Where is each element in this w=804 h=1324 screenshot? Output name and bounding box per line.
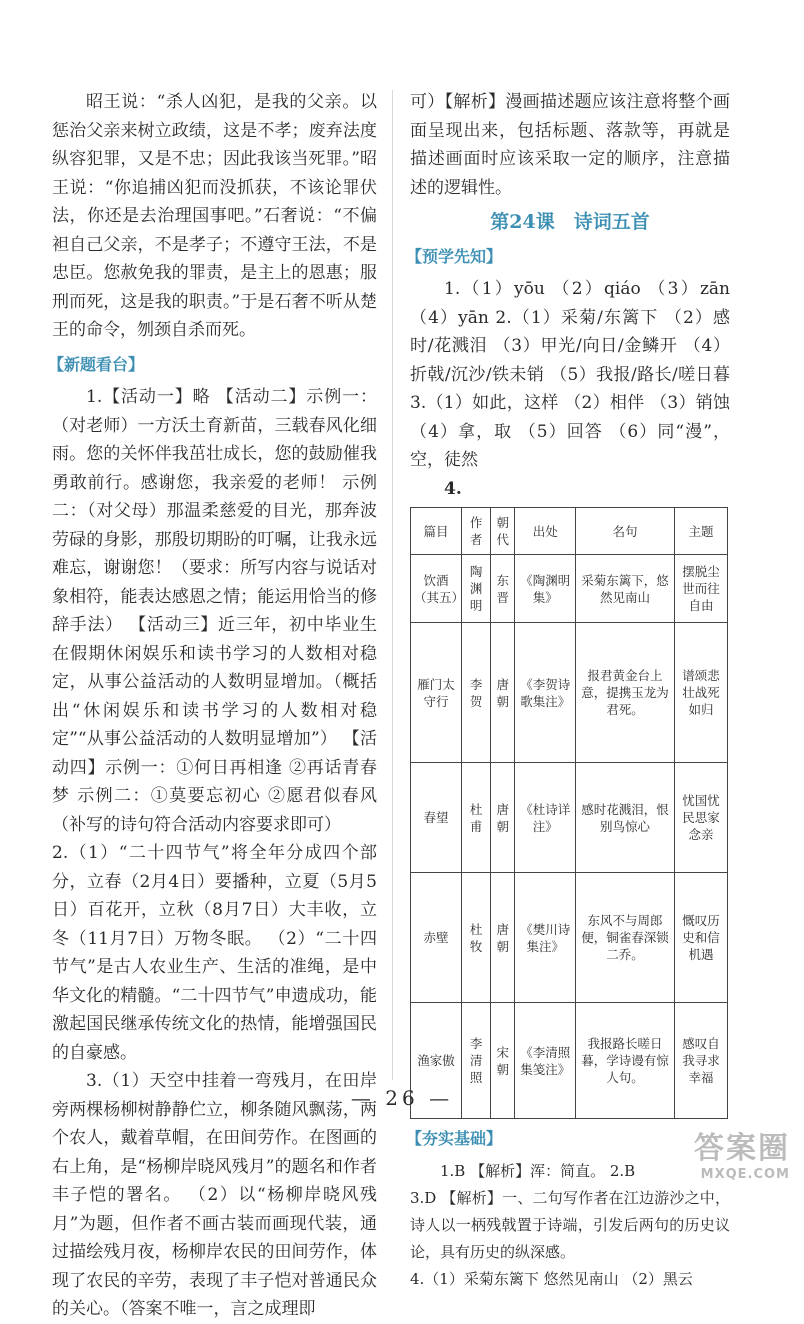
- foundation-answer-1: 1.B 【解析】浑：简直。 2.B: [440, 1161, 636, 1180]
- table-cell: 东风不与周郎便，铜雀春深锁二乔。: [576, 873, 675, 1003]
- table-header: 作者: [462, 508, 491, 555]
- table-cell: 李贺: [462, 623, 491, 763]
- table-header-row: [411, 508, 728, 555]
- table-cell: 《陶渊明集》: [515, 555, 576, 623]
- table-cell: 杜甫: [462, 763, 491, 873]
- table-cell: 摆脱尘世而往自由: [675, 555, 728, 623]
- table-cell: 《李贺诗歌集注》: [515, 623, 576, 763]
- table-row: [411, 763, 728, 873]
- left-column: [48, 88, 377, 1324]
- table-header: 主题: [675, 508, 728, 555]
- foundation-answer-3: 3.D 【解析】一、二句写作者在江边游沙之中，诗人以一柄残戟置于诗端，引发后两句的历史议论，具有历史的纵深感。: [410, 1188, 730, 1261]
- table-cell: 报君黄金台上意，提携玉龙为君死。: [576, 623, 675, 763]
- page-number: — 26 —: [350, 1086, 454, 1110]
- lesson-title: 第24课 诗词五首: [490, 211, 650, 233]
- table-row: [411, 873, 728, 1003]
- table-cell: 东晋: [491, 555, 515, 623]
- table-header: 出处: [515, 508, 576, 555]
- table-cell: 杜牧: [462, 873, 491, 1003]
- section-heading-new-questions: 【新题看台】: [48, 354, 145, 374]
- watermark-text: 答案圈: [694, 1131, 790, 1166]
- table-row: [411, 555, 728, 623]
- table-cell: 唐朝: [491, 873, 515, 1003]
- section-heading-preview: 【预学先知】: [406, 246, 503, 266]
- table-cell: 《杜诗详注》: [515, 763, 576, 873]
- column-divider: [392, 90, 393, 1080]
- table-header: 朝代: [491, 508, 515, 555]
- answer-q1: 1.【活动一】略 【活动二】示例一：（对老师）一方沃土育新苗，三载春风化细雨。您的关怀伴我茁壮成长，您的鼓励催我勇敢前行。感谢您，我亲爱的老师！ 示例二：（对父母）那温柔慈爱的目光，那奔波劳碌的身影，那殷切期盼的叮嘱，让我永远难忘，谢谢您！（要求：所写内容与说话对象相符，能表达感恩之情；能运用恰当的修辞手法） 【活动三】近三年，初中毕业生在假期休闲娱乐和读书学习的人数相对稳定，从事公益活动的人数明显增加。（概括出“休闲娱乐和读书学习的人数相对稳定”“从事公益活动的人数明显增加”） 【活动四】示例一：①何日再相逢 ②再话青春梦 示例二：①莫要忘初心 ②愿君似春风（补写的诗句符合活动内容要求即可）: [52, 387, 377, 835]
- table-cell: 陶渊明: [462, 555, 491, 623]
- question-4-label: 4.: [444, 478, 462, 499]
- foundation-answer-4: 4.（1）采菊东篱下 悠然见南山 （2）黑云: [410, 1269, 693, 1288]
- watermark-url: MXQE.COM: [700, 1167, 790, 1182]
- table-row: [411, 623, 728, 763]
- table-cell: 饮酒（其五）: [411, 555, 462, 623]
- table-header: 名句: [576, 508, 675, 555]
- table-cell: 唐朝: [491, 623, 515, 763]
- poems-table: [410, 507, 728, 1119]
- table-cell: 宋朝: [491, 1003, 515, 1119]
- answer-q2: 2.（1）“二十四节气”将全年分成四个部分，立春（2月4日）要播种，立夏（5月5日）百花开，立秋（8月7日）大丰收，立冬（11月7日）万物冬眠。 （2）“二十四节气”是古人农业生产、生活的准绳，是中华文化的精髓。“二十四节气”申遗成功，能激起国民继承传统文化的热情，能增强国民的自豪感。: [52, 843, 377, 1063]
- table-cell: 《李清照集笺注》: [515, 1003, 576, 1119]
- table-cell: 渔家傲: [411, 1003, 462, 1119]
- preview-answers: 1.（1）yōu （2）qiáo （3）zān （4）yān 2.（1）采菊/东篱下 （2）感时/花溅泪 （3）甲光/向日/金鳞开 （4）折戟/沉沙/铁未销 （5）我报/路长/嗟日暮 3.（1）如此，这样 （2）相伴 （3）销蚀 （4）拿，取 （5）回答 （6）同“漫”，空，徒然: [410, 279, 730, 470]
- table-cell: 忧国忧民思家念亲: [675, 763, 728, 873]
- answer-q3: 3.（1）天空中挂着一弯残月，在田岸旁两棵杨柳树静静伫立，柳条随风飘荡，两个农人，戴着草帽，在田间劳作。在图画的右上角，是“杨柳岸晓风残月”的题名和作者丰子恺的署名。 （2）以“杨柳岸晓风残月”为题，但作者不画古装而画现代装，通过描绘残月夜，杨柳岸农民的田间劳作，体现了农民的辛劳，表现了丰子恺对普通民众的关心。（答案不唯一，言之成理即: [52, 1071, 377, 1319]
- table-cell: 唐朝: [491, 763, 515, 873]
- table-cell: 采菊东篱下，悠然见南山: [576, 555, 675, 623]
- continued-analysis: 可）【解析】漫画描述题应该注意将整个画面呈现出来，包括标题、落款等，再就是描述画面时应该采取一定的顺序，注意描述的逻辑性。: [410, 92, 730, 198]
- table-cell: 雁门太守行: [411, 623, 462, 763]
- section-heading-foundation: 【夯实基础】: [406, 1129, 503, 1148]
- table-header: 篇目: [411, 508, 462, 555]
- table-cell: 《樊川诗集注》: [515, 873, 576, 1003]
- table-cell: 慨叹历史和信机遇: [675, 873, 728, 1003]
- table-cell: 李清照: [462, 1003, 491, 1119]
- intro-paragraph: 昭王说：“杀人凶犯，是我的父亲。以惩治父亲来树立政绩，这是不孝；废弃法度纵容犯罪，又是不忠；因此我该当死罪。”昭王说：“你追捕凶犯而没抓获，不该论罪伏法，你还是去治理国事吧。”石奢说：“不偏袒自己父亲，不是孝子；不遵守王法，不是忠臣。您赦免我的罪责，是主上的恩惠；服刑而死，这是我的职责。”于是石奢不听从楚王的命令，刎颈自杀而死。: [52, 92, 377, 340]
- table-cell: 赤壁: [411, 873, 462, 1003]
- watermark-logo: [694, 1123, 790, 1182]
- table-cell: 感叹自我寻求幸福: [675, 1003, 728, 1119]
- table-cell: 感时花溅泪，恨别鸟惊心: [576, 763, 675, 873]
- table-cell: 春望: [411, 763, 462, 873]
- table-cell: 我报路长嗟日暮，学诗谩有惊人句。: [576, 1003, 675, 1119]
- right-column: [406, 88, 730, 1293]
- table-cell: 谱颂悲壮战死如归: [675, 623, 728, 763]
